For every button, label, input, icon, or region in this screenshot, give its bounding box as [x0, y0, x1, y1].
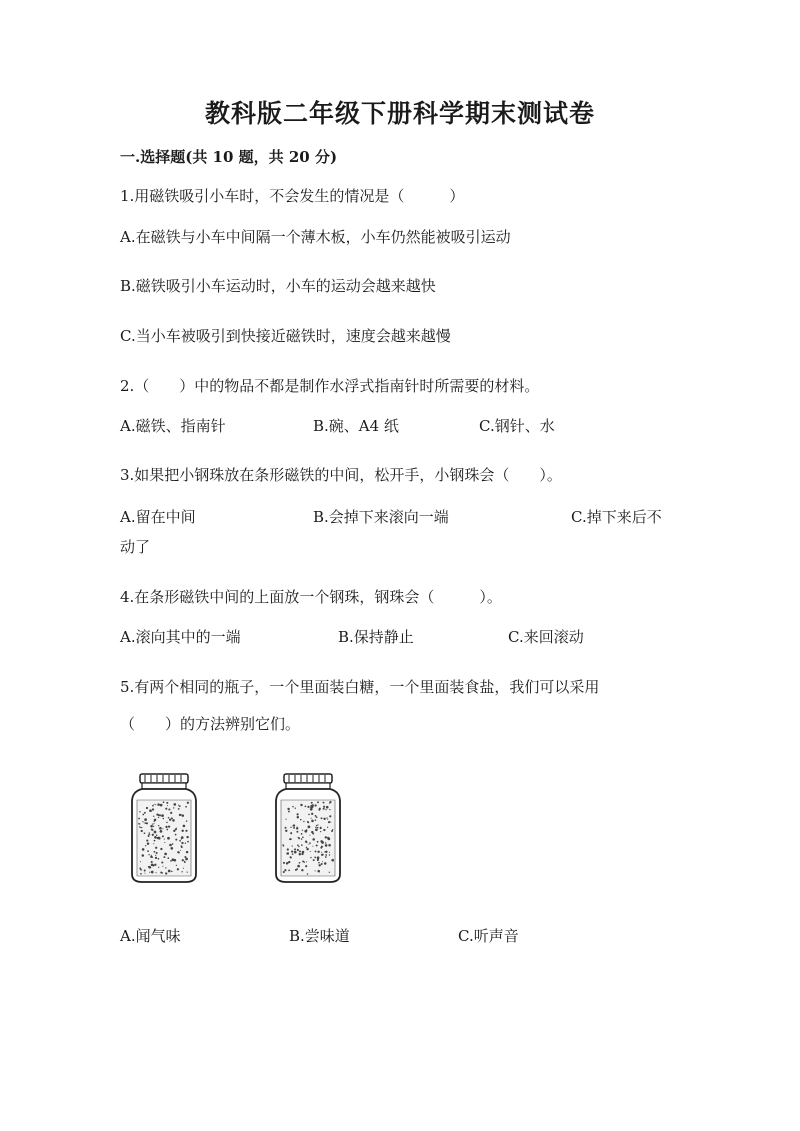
- question-5-stem-line-2: （ ）的方法辨别它们。: [120, 715, 301, 733]
- question-1-stem: 1.用磁铁吸引小车时，不会发生的情况是（ ）: [120, 187, 465, 205]
- question-3-option-b: B.会掉下来滚向一端: [313, 508, 449, 526]
- question-3-stem: 3.如果把小钢珠放在条形磁铁的中间，松开手，小钢珠会（ ）。: [120, 466, 562, 484]
- question-2-option-a: A.磁铁、指南针: [120, 417, 226, 435]
- question-1-option-c: C.当小车被吸引到快接近磁铁时，速度会越来越慢: [120, 327, 451, 345]
- question-1-option-b: B.磁铁吸引小车运动时，小车的运动会越来越快: [120, 277, 436, 295]
- jar-illustration-2: [272, 772, 344, 884]
- question-5-stem-line-1: 5.有两个相同的瓶子，一个里面装白糖，一个里面装食盐，我们可以采用: [120, 678, 600, 696]
- section-heading: 一.选择题(共 10 题，共 20 分): [120, 148, 338, 166]
- question-2-option-b: B.碗、A4 纸: [313, 417, 399, 435]
- question-4-option-b: B.保持静止: [338, 628, 414, 646]
- question-4-option-c: C.来回滚动: [508, 628, 584, 646]
- question-5-option-b: B.尝味道: [289, 927, 350, 945]
- question-2-option-c: C.钢针、水: [479, 417, 555, 435]
- question-5-option-a: A.闻气味: [120, 927, 181, 945]
- question-5-option-c: C.听声音: [458, 927, 519, 945]
- page-title: 教科版二年级下册科学期末测试卷: [204, 99, 595, 128]
- question-4-option-a: A.滚向其中的一端: [120, 628, 241, 646]
- question-3-option-c: C.掉下来后不: [571, 508, 662, 526]
- question-2-stem: 2.（ ）中的物品不都是制作水浮式指南针时所需要的材料。: [120, 377, 540, 395]
- question-3-option-c-continued: 动了: [120, 538, 151, 556]
- jar-illustration-1: [128, 772, 200, 884]
- question-4-stem: 4.在条形磁铁中间的上面放一个钢珠，钢珠会（ ）。: [120, 588, 502, 606]
- question-3-option-a: A.留在中间: [120, 508, 196, 526]
- question-1-option-a: A.在磁铁与小车中间隔一个薄木板，小车仍然能被吸引运动: [120, 228, 511, 246]
